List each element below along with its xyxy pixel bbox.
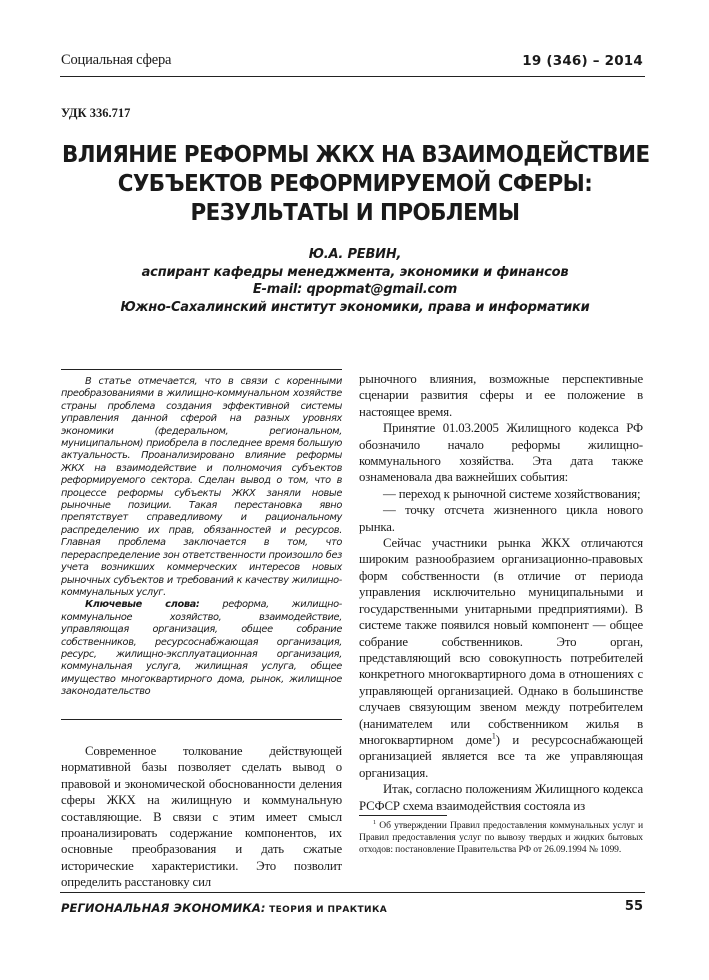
paragraph: Принятие 01.03.2005 Жилищного кодекса РФ обозначило начало реформы жилищно-коммунального хозяйства. Эта дата также ознаменовала два важнейших события:: [359, 421, 643, 485]
right-column-body: [359, 371, 643, 814]
paragraph: рыночного влияния, возможные перспективные сценарии развития сферы и ее положение в настоящее время.: [359, 372, 643, 419]
author-block: [20, 246, 690, 316]
abstract: [61, 376, 342, 699]
page-number: 55: [624, 899, 643, 914]
footnote: [359, 820, 643, 856]
paragraph-text-end: ) и ресурсоснабжающей организацией является все та же управляющая организация.: [359, 732, 644, 780]
title-line-1: ВЛИЯНИЕ РЕФОРМЫ ЖКХ НА ВЗАИМОДЕЙСТВИЕ: [62, 142, 650, 168]
journal-name-footer: [61, 901, 387, 915]
udk-code: УДК 336.717: [61, 106, 131, 120]
paragraph: Современное толкование действующей нормативной базы позволяет сделать вывод о правовой и экономической обоснованности деления сферы ЖКХ на жилищную и коммунальную составляющие. В связи с этим имеет смысл проанализировать содержание компонентов, их основные преобразования и дать сжатые исторические характеристики. Это позволит определить расстановку сил: [61, 744, 342, 890]
footer-rule: [60, 892, 645, 893]
paragraph: — точку отсчета жизненного цикла нового рынка.: [359, 503, 643, 534]
abstract-bottom-rule: [61, 719, 342, 720]
keywords-label: Ключевые слова:: [85, 599, 200, 611]
paragraph: Итак, согласно положениям Жилищного кодекса РСФСР схема взаимодействия состояла из: [359, 782, 643, 813]
footnote-ref: 1: [491, 731, 496, 741]
footnote-text: [359, 820, 643, 856]
abstract-text: В статье отмечается, что в связи с коренными преобразованиями в жилищно-коммунальном хозяйстве страны проблема создания эффективной системы управления данной сферой на разных уровнях экономики (федеральном, региональном, муниципальном) приобрела в последнее время большую актуальность. Проанализировано влияние реформы ЖКХ на взаимодействие и полномочия субъектов реформируемого сектора. Сделан вывод о том, что в процессе реформы субъекты ЖКХ заняли новые рыночные позиции. Такая перестановка явно препятствует справедливому и рациональному распределению их прав, обязанностей и ресурсов. Главная проблема заключается в том, что перераспределение зон ответственности произошло без учета возникших коммерческих интересов новых рыночных субъектов и требований к качеству жилищно-коммунальных услуг.: [61, 376, 342, 598]
author-position: аспирант кафедры менеджмента, экономики и финансов: [141, 264, 569, 280]
abstract-top-rule: [61, 369, 342, 370]
running-header-issue: 19 (346) – 2014: [522, 53, 643, 69]
author-email: E-mail: qpopmat@gmail.com: [252, 282, 458, 297]
footnote-body: Об утверждении Правил предоставления коммунальных услуг и Правил предоставления услуг по вывозу твердых и жидких бытовых отходов: постановление Правительства РФ от 26.09.1994 № 1099.: [359, 820, 643, 855]
keywords-list: реформа, жилищно-коммунальное хозяйство, взаимодействие, управляющая организация, общее собрание собственников, ресурсоснабжающая организация, ресурс, жилищно-эксплуатационная организация, коммунальная услуга, жилищная услуга, общее имущество многоквартирного дома, рынок, жилищное законодательство: [61, 599, 342, 698]
article-title: [62, 141, 648, 228]
paragraph: [359, 535, 643, 781]
title-line-2: СУБЪЕКТОВ РЕФОРМИРУЕМОЙ СФЕРЫ:: [117, 171, 593, 197]
footnote-rule: [359, 815, 447, 816]
author-affiliation: Южно-Сахалинский институт экономики, права и информатики: [120, 299, 590, 315]
title-line-3: РЕЗУЛЬТАТЫ И ПРОБЛЕМЫ: [190, 200, 520, 226]
keywords: [61, 599, 342, 698]
author-name: Ю.А. РЕВИН,: [308, 247, 402, 262]
left-column-body: [61, 743, 342, 891]
footnote-marker: 1: [373, 818, 377, 826]
paragraph: — переход к рыночной системе хозяйствования;: [383, 486, 641, 501]
journal-name-subtitle: ТЕОРИЯ И ПРАКТИКА: [265, 905, 388, 915]
journal-name-bold: РЕГИОНАЛЬНАЯ ЭКОНОМИКА:: [61, 901, 266, 915]
paragraph-text: Сейчас участники рынка ЖКХ отличаются широким разнообразием организационно-правовых форм собственности (в отличие от периода управления исключительно муниципальными и государственными унитарными предприятиями). В системе также появился новый компонент — общее собрание собственников. Это орган, представляющий всю совокупность потребителей конкретного многоквартирного дома в отношениях с управляющей организацией. Однако в большинстве случаев связующим звеном между потребителем (нанимателем или собственником жилья в многоквартирном доме: [359, 536, 643, 747]
header-rule: [60, 76, 645, 77]
running-header-section: Социальная сфера: [61, 52, 172, 68]
